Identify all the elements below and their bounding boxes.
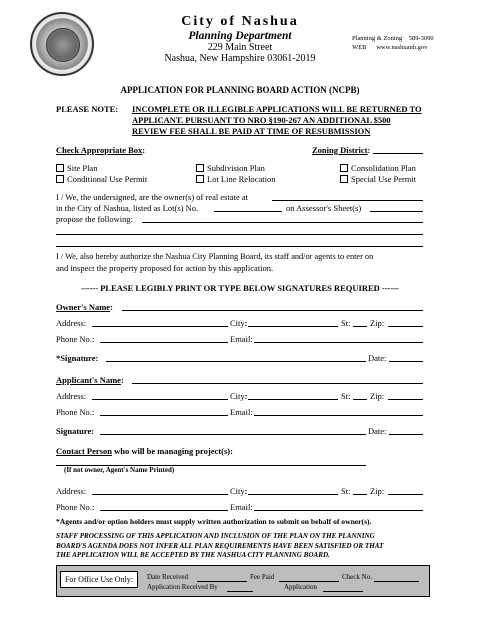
contact-st-field[interactable] <box>353 494 367 495</box>
street-address: 229 Main Street <box>207 42 273 53</box>
note-text <box>132 104 422 137</box>
contact-phone: 589-3090 <box>408 35 434 42</box>
owner-statement-line-1: I / We, the undersigned, are the owner(s) of real estate at <box>56 192 248 202</box>
application-label: Application <box>284 583 318 591</box>
owner-date-label: Date: <box>368 353 387 363</box>
application-field[interactable] <box>323 591 363 592</box>
city-seal-logo <box>30 12 94 76</box>
owner-email-label: Email: <box>230 334 253 344</box>
applicant-phone-field[interactable] <box>100 415 228 416</box>
owner-zip-label: Zip: <box>370 318 385 328</box>
contact-city-field[interactable] <box>248 494 338 495</box>
option-subdivision-plan[interactable]: Subdivision Plan <box>196 163 265 173</box>
owner-address-label: Address: <box>56 318 87 328</box>
header-block <box>140 14 340 64</box>
option-conditional-use-permit[interactable]: Conditional Use Permit <box>56 174 147 184</box>
agents-note: *Agents and/or option holders must supply written authorization to submit on behalf of owner(s). <box>56 517 372 526</box>
applicant-address-field[interactable] <box>92 399 228 400</box>
signature-notice: ------ PLEASE LEGIBLY PRINT OR TYPE BELOW SIGNATURES REQUIRED ------ <box>81 283 399 293</box>
owner-city-field[interactable] <box>248 326 338 327</box>
note-line-1: INCOMPLETE OR ILLEGIBLE APPLICATIONS WILL BE RETURNED TO <box>132 104 422 114</box>
contact-address-field[interactable] <box>92 494 228 495</box>
option-site-plan[interactable]: Site Plan <box>56 163 97 173</box>
contact-info <box>352 34 434 52</box>
city-name: City of Nashua <box>181 14 299 29</box>
proposal-field-2[interactable] <box>56 234 423 235</box>
zoning-district-label: Zoning District: <box>312 145 371 155</box>
contact-phone-label: Phone No.: <box>56 502 95 512</box>
contact-sub-note: (If not owner, Agent's Name Printed) <box>64 466 175 474</box>
office-use-label: For Office Use Only: <box>64 575 134 584</box>
applicant-city-label: City: <box>230 391 248 401</box>
contact-email-label: Email: <box>230 502 253 512</box>
contact-city-label: City: <box>230 486 248 496</box>
office-use-label-box <box>60 571 138 588</box>
option-lot-line-relocation[interactable]: Lot Line Relocation <box>196 174 275 184</box>
owner-st-field[interactable] <box>353 326 367 327</box>
contact-zip-field[interactable] <box>388 494 423 495</box>
authorization-line-1: I / We, also hereby authorize the Nashua City Planning Board, its staff and/or agents to enter on <box>56 252 374 261</box>
authorization-line-2: and inspect the property proposed for action by this application. <box>56 263 274 273</box>
owner-st-label: St: <box>341 318 351 328</box>
contact-st-label: St: <box>341 486 351 496</box>
owner-name-label: Owner's Name: <box>56 302 113 312</box>
applicant-date-label: Date: <box>368 426 387 436</box>
staff-note-line-1: STAFF PROCESSING OF THIS APPLICATION AND INCLUSION OF THE PLAN ON THE PLANNING <box>56 532 375 540</box>
owner-address-field[interactable] <box>92 326 228 327</box>
checkbox[interactable] <box>340 175 348 183</box>
applicant-date-field[interactable] <box>389 434 423 435</box>
owner-email-field[interactable] <box>254 342 423 343</box>
staff-note <box>56 532 428 561</box>
applicant-zip-label: Zip: <box>370 391 385 401</box>
contact-zip-label: Zip: <box>370 486 385 496</box>
zoning-district-field[interactable] <box>373 153 423 154</box>
seal-center <box>46 28 80 62</box>
checkbox[interactable] <box>196 175 204 183</box>
owner-zip-field[interactable] <box>388 326 423 327</box>
check-box-label: Check Appropriate Box: <box>56 145 146 155</box>
owner-name-field[interactable] <box>122 310 423 311</box>
note-line-3: REVIEW FEE SHALL BE PAID AT TIME OF RESUBMISSION <box>132 126 371 136</box>
city-state: Nashua, New Hampshire 03061-2019 <box>164 53 316 64</box>
applicant-address-label: Address: <box>56 391 87 401</box>
owner-statement-line-2a: in the City of Nashua, listed as Lot(s) No. <box>56 203 199 213</box>
owner-statement-line-3: propose the following: <box>56 214 133 224</box>
applicant-city-field[interactable] <box>248 399 338 400</box>
proposal-field-3[interactable] <box>56 246 423 247</box>
received-by-field[interactable] <box>227 591 253 592</box>
contact-email-field[interactable] <box>254 510 423 511</box>
contact-address-label: Address: <box>56 486 87 496</box>
owner-signature-label: *Signature: <box>56 353 99 363</box>
note-line-2: APPLICANT. PURSUANT TO NRO §190-267 AN ADDITIONAL $500 <box>132 115 391 125</box>
owner-statement-line-2b: on Assessor's Sheet(s) <box>286 203 362 213</box>
office-use-box <box>56 565 430 597</box>
applicant-zip-field[interactable] <box>388 399 423 400</box>
form-title: APPLICATION FOR PLANNING BOARD ACTION (NCPB) <box>120 85 360 95</box>
applicant-signature-field[interactable] <box>100 434 366 435</box>
date-received-label: Date Received <box>147 573 189 581</box>
note-label: PLEASE NOTE: <box>56 104 119 114</box>
proposal-field-1[interactable] <box>142 222 423 223</box>
applicant-phone-label: Phone No.: <box>56 407 95 417</box>
real-estate-field[interactable] <box>272 200 423 201</box>
date-received-field[interactable] <box>197 581 247 582</box>
checkbox[interactable] <box>340 164 348 172</box>
contact-phone-field[interactable] <box>100 510 228 511</box>
owner-signature-field[interactable] <box>106 361 366 362</box>
applicant-signature-label: Signature: <box>56 426 95 436</box>
web-label: WEB <box>352 44 367 51</box>
lot-number-field[interactable] <box>214 211 282 212</box>
option-special-use-permit[interactable]: Special Use Permit <box>340 174 416 184</box>
owner-phone-label: Phone No.: <box>56 334 95 344</box>
owner-phone-field[interactable] <box>100 342 228 343</box>
option-consolidation-plan[interactable]: Consolidation Plan <box>340 163 416 173</box>
department-name: Planning Department <box>188 30 292 42</box>
checkbox[interactable] <box>196 164 204 172</box>
fee-paid-label: Fee Paid <box>250 573 275 581</box>
applicant-name-label: Applicant's Name: <box>56 375 124 385</box>
applicant-email-field[interactable] <box>254 415 423 416</box>
checkbox[interactable] <box>56 164 64 172</box>
contact-label: Planning & Zoning <box>352 35 403 42</box>
applicant-st-label: St: <box>341 391 351 401</box>
checkbox[interactable] <box>56 175 64 183</box>
staff-note-line-2: BOARD'S AGENDA DOES NOT INFER ALL PLAN REQUIREMENTS HAVE BEEN SATISFIED OR THAT <box>56 541 384 550</box>
applicant-st-field[interactable] <box>353 399 367 400</box>
applicant-name-field[interactable] <box>132 383 423 384</box>
staff-note-line-3: THE APPLICATION WILL BE ACCEPTED BY THE NASHUA CITY PLANNING BOARD. <box>56 551 330 559</box>
fee-paid-field[interactable] <box>279 581 339 582</box>
assessor-sheet-field[interactable] <box>370 211 423 212</box>
owner-city-label: City: <box>230 318 248 328</box>
owner-date-field[interactable] <box>389 361 423 362</box>
applicant-email-label: Email: <box>230 407 253 417</box>
check-no-field[interactable] <box>374 581 419 582</box>
check-no-label: Check No. <box>342 573 372 581</box>
web-url: www.nashuanh.gov <box>376 44 428 51</box>
received-by-label: Application Received By <box>147 583 218 591</box>
contact-person-label: Contact Person who will be managing project(s): <box>56 446 233 456</box>
